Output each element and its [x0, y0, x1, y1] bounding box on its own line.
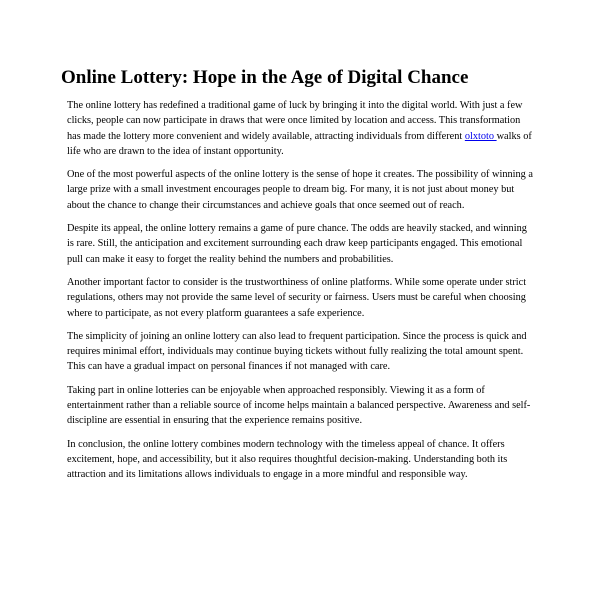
paragraph-hope: One of the most powerful aspects of the online lottery is the sense of hope it creates. The possibility of winning a large prize with a small investment encourages people to dream big. For many, it is not just about money but about the chance to change their circumstances and achieve goals that once seemed out of reach.	[67, 169, 533, 211]
paragraph-conclusion: In conclusion, the online lottery combines modern technology with the timeless appeal of chance. It offers excitement, hope, and accessibility, but it also requires thoughtful decision-making. Understanding both its attraction and its limitations allows individuals to engage in a more mindful and responsible way.	[67, 438, 508, 481]
page-title: Online Lottery: Hope in the Age of Digital Chance	[61, 67, 469, 88]
paragraph-chance: Despite its appeal, the online lottery remains a game of pure chance. The odds are heavily stacked, and winning is rare. Still, the anticipation and excitement surrounding each draw keep participants engaged. This emotional pull can make it easy to forget the reality behind the numbers and probabilities.	[67, 223, 527, 265]
paragraph-text-after-link: walks of life who are drawn to the idea of instant opportunity.	[67, 130, 532, 157]
paragraph-intro	[67, 98, 535, 159]
olxtoto-link[interactable]: olxtoto	[464, 130, 497, 142]
paragraph-responsibility: Taking part in online lotteries can be enjoyable when approached responsibly. Viewing it as a form of entertainment rather than a reliable source of income helps maintain a balanced perspective. Awareness and self-discipline are essential in ensuring that the experience remains positive.	[67, 384, 531, 427]
paragraph-trustworthiness: Another important factor to consider is the trustworthiness of online platforms. While some operate under strict regulations, others may not provide the same level of security or fairness. Users must be careful when choosing where to participate, as not every platform guarantees a safe experience.	[67, 276, 527, 319]
paragraph-simplicity: The simplicity of joining an online lottery can also lead to frequent participation. Since the process is quick and requires minimal effort, individuals may continue buying tickets without fully realizing the total amount spent. This can have a gradual impact on personal finances if not managed with care.	[67, 330, 527, 373]
paragraph-text-before-link: The online lottery has redefined a traditional game of luck by bringing it into the digital world. With just a few clicks, people can now participate in draws that were once limited by location and access. This transformation has made the lottery more convenient and widely available, attracting individuals from different	[67, 100, 523, 142]
